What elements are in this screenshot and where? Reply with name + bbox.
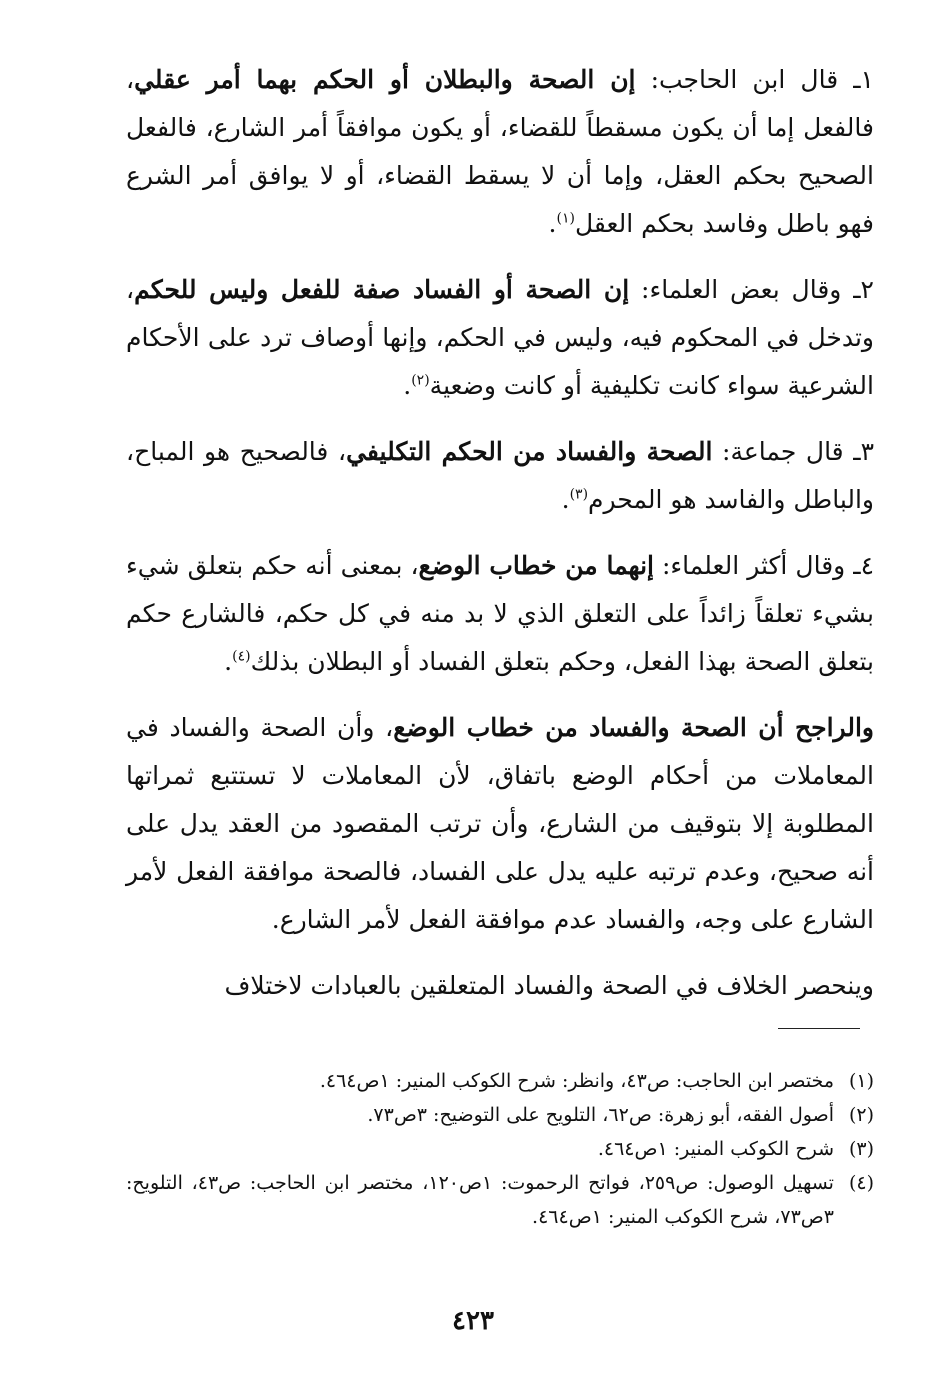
footnote-number: (١): [848, 1070, 874, 1092]
paragraph-end: .: [224, 647, 233, 676]
paragraph-bold: إن الصحة أو الفساد صفة للفعل وليس للحكم: [134, 275, 630, 304]
paragraph-4: [126, 542, 874, 686]
paragraph-rest: ، فالصحيح هو المباح، والباطل والفاسد هو المحرم: [126, 437, 874, 514]
paragraph-6: [126, 962, 874, 1010]
footnote-text: شرح الكوكب المنير: ١ص٤٦٤.: [597, 1138, 834, 1160]
footnote-ref: (٢): [411, 372, 430, 389]
paragraph-lead: وينحصر الخلاف في الصحة والفساد المتعلقين بالعبادات لاختلاف: [224, 971, 874, 1000]
footnote-text: مختصر ابن الحاجب: ص٤٣، وانظر: شرح الكوكب المنير: ١ص٤٦٤.: [319, 1070, 834, 1092]
footnotes: [126, 1064, 882, 1234]
paragraph-lead: ٤ـ وقال أكثر العلماء:: [653, 551, 875, 580]
footnote-number: (٤): [848, 1172, 874, 1194]
paragraph-rest: ، فالفعل إما أن يكون مسقطاً للقضاء، أو يكون موافقاً أمر الشارع، فالفعل الصحيح بحكم العقل، وإما أن لا يسقط القضاء، أو لا يوافق أمر الشرع فهو باطل وفاسد بحكم العقل: [126, 65, 874, 238]
paragraph-lead: ٣ـ قال جماعة:: [712, 437, 875, 466]
main-text: [126, 56, 874, 1010]
paragraph-rest: ، وأن الصحة والفساد في المعاملات من أحكام الوضع باتفاق، لأن المعاملات لا تستتبع ثمراتها المطلوبة إلا بتوقيف من الشارع، وأن ترتب المقصود من العقد يدل على أنه صحيح، وعدم ترتبه عليه يدل على الفساد، فالصحة موافقة الفعل لأمر الشارع على وجه، والفساد عدم موافقة الفعل لأمر الشارع.: [126, 713, 874, 934]
footnote-separator: [778, 1028, 860, 1029]
paragraph-2: [126, 266, 874, 410]
footnote-item: [126, 1064, 882, 1098]
footnote-item: [126, 1132, 882, 1166]
paragraph-rest: ، وتدخل في المحكوم فيه، وليس في الحكم، وإنها أوصاف ترد على الأحكام الشرعية سواء كانت تكليفية أو كانت وضعية: [126, 275, 874, 400]
paragraph-end: .: [403, 371, 412, 400]
paragraph-lead: ١ـ قال ابن الحاجب:: [635, 65, 874, 94]
footnote-item: [126, 1098, 882, 1132]
footnote-ref: (٤): [232, 648, 251, 665]
paragraph-5: [126, 704, 874, 944]
footnote-ref: (٣): [569, 486, 589, 503]
paragraph-rest: ، بمعنى أنه حكم بتعلق شيء بشيء تعلقاً زائداً على التعلق الذي لا بد منه في كل حكم، فالشارع حكم بتعلق الصحة بهذا الفعل، وحكم بتعلق الفساد أو البطلان بذلك: [126, 551, 874, 676]
paragraph-bold: الصحة والفساد من الحكم التكليفي: [346, 437, 713, 466]
paragraph-bold: والراجح أن الصحة والفساد من خطاب الوضع: [393, 713, 874, 742]
footnote-text: تسهيل الوصول: ص٢٥٩، فواتح الرحموت: ١ص١٢٠، مختصر ابن الحاجب: ص٤٣، التلويح: ٣ص٧٣، شرح الكوكب المنير: ١ص٤٦٤.: [126, 1172, 834, 1228]
paragraph-bold: إنهما من خطاب الوضع: [418, 551, 654, 580]
footnote-ref: (١): [556, 210, 575, 227]
paragraph-bold: إن الصحة والبطلان أو الحكم بهما أمر عقلي: [134, 65, 636, 94]
footnote-number: (٣): [848, 1138, 874, 1160]
paragraph-lead: ٢ـ وقال بعض العلماء:: [629, 275, 874, 304]
paragraph-1: [126, 56, 874, 248]
paragraph-3: [126, 428, 874, 524]
paragraph-end: .: [561, 485, 570, 514]
paragraph-end: .: [548, 209, 557, 238]
footnote-item: [126, 1166, 882, 1234]
page-number: ٤٢٣: [452, 1306, 494, 1336]
footnote-text: أصول الفقه، أبو زهرة: ص٦٢، التلويح على التوضيح: ٣ص٧٣.: [367, 1104, 834, 1126]
footnote-number: (٢): [848, 1104, 874, 1126]
